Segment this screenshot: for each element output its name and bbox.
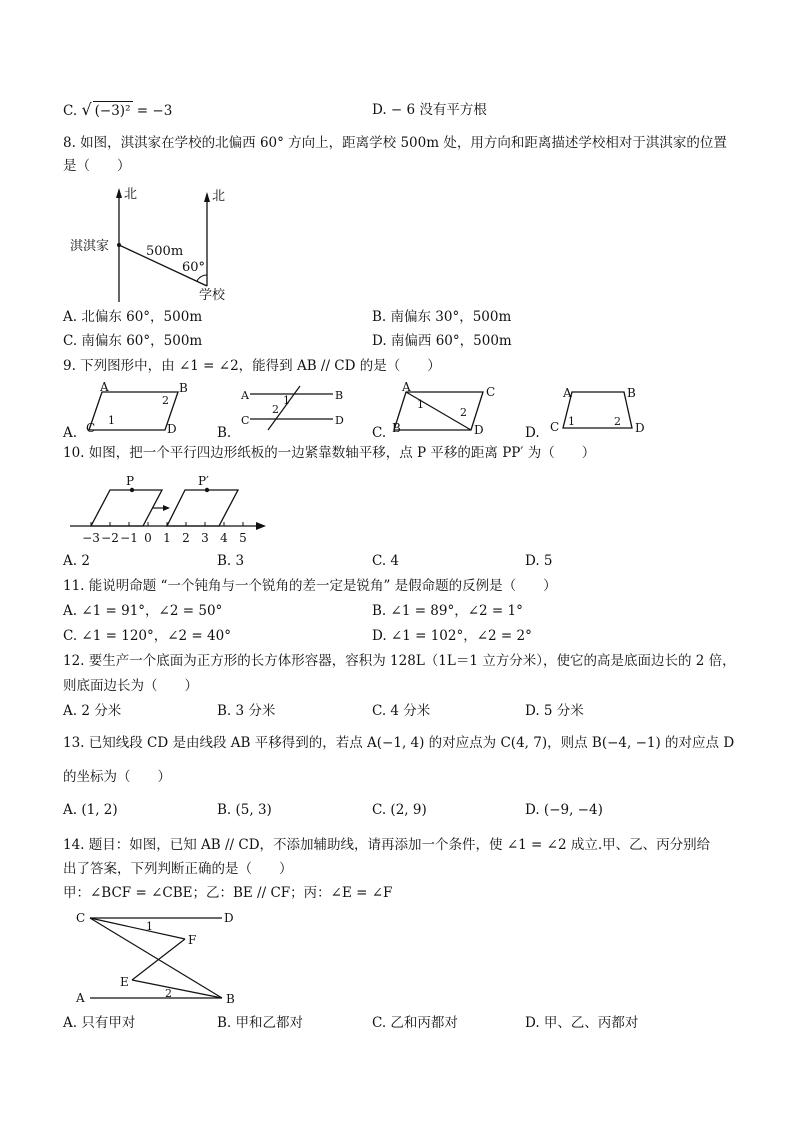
svg-text:D: D bbox=[167, 422, 177, 436]
q12-option-d: D. 5 分米 bbox=[525, 703, 584, 719]
q8-home-label: 淇淇家 bbox=[70, 239, 110, 254]
q10-option-d: D. 5 bbox=[525, 553, 553, 569]
q13-option-a: A. (1, 2) bbox=[63, 802, 118, 818]
q14-option-b: B. 甲和乙都对 bbox=[217, 1015, 304, 1031]
svg-text:C: C bbox=[241, 414, 250, 427]
q9-stem: 9. 下列图形中，由 ∠1 = ∠2，能得到 AB // CD 的是（ ） bbox=[63, 358, 441, 374]
q14-option-a: A. 只有甲对 bbox=[63, 1015, 136, 1031]
q14-label-a: A bbox=[76, 991, 85, 1005]
q12-stem-line1: 12. 要生产一个底面为正方形的长方体形容器，容积为 128L（1L＝1 立方分米），使它的高是底面边长的 2 倍， bbox=[63, 653, 736, 669]
svg-text:D: D bbox=[474, 423, 484, 437]
q10-tick-label: 5 bbox=[239, 531, 247, 545]
q10-label-p: P bbox=[126, 474, 135, 488]
q10-tick-label: 1 bbox=[163, 531, 171, 545]
svg-text:A: A bbox=[563, 386, 572, 400]
svg-text:B: B bbox=[392, 421, 401, 435]
q11-option-c: C. ∠1 = 120°，∠2 = 40° bbox=[63, 628, 231, 644]
q7-c-radicand: (−3)² bbox=[94, 103, 131, 119]
q14-label-b: B bbox=[226, 992, 235, 1006]
q8-stem-line1: 8. 如图，淇淇家在学校的北偏西 60° 方向上，距离学校 500m 处，用方向和距离描述学校相对于淇淇家的位置 bbox=[63, 135, 727, 151]
svg-text:C: C bbox=[486, 385, 496, 399]
q8-option-b: B. 南偏东 30°，500m bbox=[372, 309, 512, 325]
q13-option-d: D. (−9, −4) bbox=[525, 802, 603, 818]
q14-segment-cb bbox=[90, 918, 222, 998]
q9-option-b-letter: B. bbox=[217, 425, 232, 441]
q14-stem-line3: 甲：∠BCF = ∠CBE；乙：BE // CF；丙：∠E = ∠F bbox=[63, 885, 393, 901]
q10-tick-label: −2 bbox=[101, 531, 119, 545]
q10-tick-label: −1 bbox=[120, 531, 138, 545]
q14-segment-eb bbox=[132, 980, 222, 998]
q9-option-c-letter: C. bbox=[372, 425, 387, 441]
svg-text:1: 1 bbox=[417, 398, 424, 411]
q10-tick-label: 0 bbox=[144, 531, 152, 545]
q14-label-d: D bbox=[224, 911, 234, 925]
q8-option-c: C. 南偏东 60°，500m bbox=[63, 333, 203, 349]
svg-text:A: A bbox=[402, 380, 411, 394]
q12-stem-line2: 则底面边长为（ ） bbox=[63, 678, 198, 694]
q14-label-2: 2 bbox=[165, 987, 172, 1000]
svg-text:1: 1 bbox=[108, 414, 115, 427]
svg-text:1: 1 bbox=[283, 394, 290, 407]
q9-option-d-letter: D. bbox=[525, 425, 540, 441]
q10-tick-label: 4 bbox=[220, 531, 228, 545]
svg-text:C: C bbox=[86, 421, 96, 435]
q8-option-d: D. 南偏西 60°，500m bbox=[372, 333, 512, 349]
svg-text:2: 2 bbox=[272, 403, 279, 416]
svg-text:B: B bbox=[179, 381, 188, 395]
q8-distance-label: 500m bbox=[146, 244, 184, 259]
q13-stem-line1: 13. 已知线段 CD 是由线段 AB 平移得到的，若点 A(−1, 4) 的对应点为 C(4, 7)，则点 B(−4, −1) 的对应点 D bbox=[63, 735, 735, 751]
q14-stem-line1: 14. 题目：如图，已知 AB // CD，不添加辅助线，请再添加一个条件，使 ∠1 = ∠2 成立.甲、乙、丙分别给 bbox=[63, 837, 711, 853]
q8-north-label-1: 北 bbox=[124, 187, 138, 202]
svg-text:2: 2 bbox=[162, 394, 169, 407]
q11-option-d: D. ∠1 = 102°，∠2 = 2° bbox=[372, 628, 532, 644]
q12-option-a: A. 2 分米 bbox=[63, 703, 122, 719]
q14-label-f: F bbox=[188, 933, 197, 947]
svg-text:A: A bbox=[100, 380, 109, 394]
q14-segment-cf bbox=[90, 918, 185, 939]
q12-option-c: C. 4 分米 bbox=[372, 703, 431, 719]
q11-option-b: B. ∠1 = 89°，∠2 = 1° bbox=[372, 603, 523, 619]
q10-tick-label: −3 bbox=[82, 531, 100, 545]
q7-option-d: D. − 6 没有平方根 bbox=[372, 102, 487, 118]
svg-text:2: 2 bbox=[460, 406, 467, 419]
q10-tick-label: 2 bbox=[182, 531, 190, 545]
q13-stem-line2: 的坐标为（ ） bbox=[63, 769, 171, 785]
q10-label-p-prime: P′ bbox=[198, 474, 209, 488]
q10-option-b: B. 3 bbox=[217, 553, 245, 569]
q8-north-label-2: 北 bbox=[212, 189, 226, 204]
q10-option-a: A. 2 bbox=[63, 553, 90, 569]
svg-text:B: B bbox=[627, 386, 636, 400]
q14-stem-line2: 出了答案，下列判断正确的是（ ） bbox=[63, 861, 293, 877]
q8-angle-label: 60° bbox=[182, 260, 206, 275]
q7-c-rhs: = −3 bbox=[136, 103, 173, 119]
q11-stem: 11. 能说明命题 “一个钝角与一个锐角的差一定是锐角” 是假命题的反例是（ ） bbox=[63, 578, 557, 594]
sqrt-symbol: √ bbox=[81, 100, 92, 119]
q8-option-a: A. 北偏东 60°，500m bbox=[63, 309, 203, 325]
svg-text:2: 2 bbox=[614, 415, 621, 428]
q9-option-a-letter: A. bbox=[63, 425, 78, 441]
q11-option-a: A. ∠1 = 91°，∠2 = 50° bbox=[63, 603, 223, 619]
q13-option-c: C. (2, 9) bbox=[372, 802, 427, 818]
q14-option-c: C. 乙和丙都对 bbox=[372, 1015, 458, 1031]
q14-option-d: D. 甲、乙、丙都对 bbox=[525, 1015, 639, 1031]
svg-text:D: D bbox=[635, 421, 645, 435]
q7-c-label: C. bbox=[63, 103, 78, 119]
q10-tick-label: 3 bbox=[201, 531, 209, 545]
q8-school-label: 学校 bbox=[199, 288, 226, 303]
svg-text:D: D bbox=[335, 414, 344, 427]
q12-option-b: B. 3 分米 bbox=[217, 703, 276, 719]
q8-stem-line2: 是（ ） bbox=[63, 158, 131, 174]
q14-label-e: E bbox=[120, 975, 129, 989]
q14-label-1: 1 bbox=[146, 920, 153, 933]
q14-label-c: C bbox=[76, 911, 86, 925]
svg-text:A: A bbox=[241, 389, 249, 402]
svg-text:C: C bbox=[550, 420, 560, 434]
q10-option-c: C. 4 bbox=[372, 553, 400, 569]
q13-option-b: B. (5, 3) bbox=[217, 802, 272, 818]
svg-text:1: 1 bbox=[568, 415, 575, 428]
q10-stem: 10. 如图，把一个平行四边形纸板的一边紧靠数轴平移，点 P 平移的距离 PP′ 为（ ） bbox=[63, 445, 596, 461]
svg-text:B: B bbox=[335, 389, 344, 402]
